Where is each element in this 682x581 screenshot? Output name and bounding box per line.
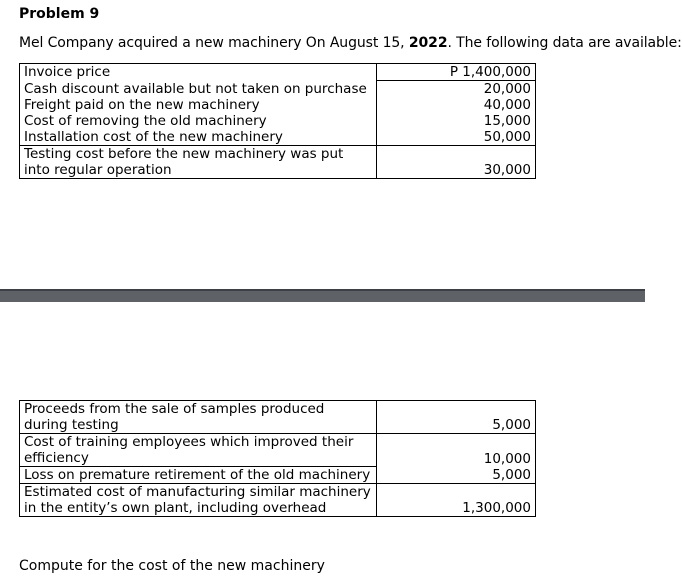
table-row — [20, 129, 536, 146]
table-row — [20, 64, 536, 81]
row-amount: 5,000 — [377, 467, 536, 484]
row-amount: 50,000 — [377, 129, 536, 146]
cost-data-table-1 — [19, 63, 536, 179]
row-description: Installation cost of the new machinery — [20, 129, 377, 146]
row-amount: 15,000 — [377, 113, 536, 129]
table-row — [20, 401, 536, 434]
row-amount: 40,000 — [377, 97, 536, 113]
table-row — [20, 113, 536, 129]
row-description: Invoice price — [20, 64, 377, 81]
row-description: Freight paid on the new machinery — [20, 97, 377, 113]
section-divider — [0, 289, 645, 302]
instruction-text: Compute for the cost of the new machinery — [19, 558, 325, 574]
row-description: Testing cost before the new machinery was put into regular operation — [20, 146, 377, 179]
problem-intro — [19, 35, 682, 51]
intro-text-start: Mel Company acquired a new machinery On August 15, — [19, 35, 409, 51]
row-description: Cost of removing the old machinery — [20, 113, 377, 129]
row-amount: 1,300,000 — [377, 484, 536, 517]
row-amount: 10,000 — [377, 434, 536, 467]
row-description: Cash discount available but not taken on purchase — [20, 81, 377, 98]
row-description: Cost of training employees which improved their efficiency — [20, 434, 377, 467]
table-row — [20, 467, 536, 484]
row-description: Estimated cost of manufacturing similar machinery in the entity’s own plant, including overhead — [20, 484, 377, 517]
table-row — [20, 146, 536, 179]
table-row — [20, 81, 536, 98]
cost-data-table-2 — [19, 400, 536, 517]
row-amount: 5,000 — [377, 401, 536, 434]
table-row — [20, 434, 536, 467]
table-row — [20, 97, 536, 113]
table-row — [20, 484, 536, 517]
row-description: Proceeds from the sale of samples produced during testing — [20, 401, 377, 434]
intro-text-end: . The following data are available: — [447, 35, 682, 51]
row-amount: P 1,400,000 — [377, 64, 536, 81]
row-description: Loss on premature retirement of the old machinery — [20, 467, 377, 484]
intro-year: 2022 — [408, 35, 448, 51]
row-amount: 20,000 — [377, 81, 536, 98]
problem-title: Problem 9 — [19, 6, 100, 22]
row-amount: 30,000 — [377, 146, 536, 179]
